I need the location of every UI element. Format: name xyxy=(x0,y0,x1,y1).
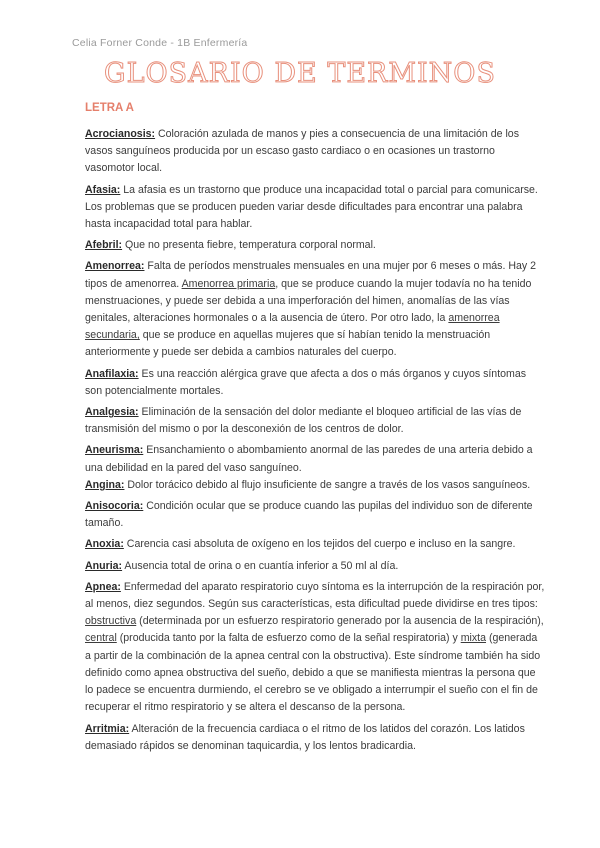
entry-apnea xyxy=(85,579,545,717)
entry-definition: Alteración de la frecuencia cardiaca o el ritmo de los latidos del corazón. Los latidos demasiado rápidos se denominan taquicardia, y los lentos bradicardia. xyxy=(85,722,525,752)
entry-afasia xyxy=(85,182,545,234)
entry-term: Anisocoria: xyxy=(85,500,144,513)
entry-angina xyxy=(85,477,545,494)
entry-definition: (determinada por un esfuerzo respiratorio generado por la ausencia de la respiración), xyxy=(136,615,544,628)
entry-term: Amenorrea: xyxy=(85,260,145,273)
entry-definition: Es una reacción alérgica grave que afecta a dos o más órganos y cuyos síntomas son potencialmente mortales. xyxy=(85,367,527,397)
entry-term: Analgesia: xyxy=(85,406,139,419)
entry-afebril xyxy=(85,237,545,254)
entry-definition: Ensanchamiento o abombamiento anormal de las paredes de una arteria debido a una debilidad en la pared del vaso sanguíneo. xyxy=(85,444,533,474)
entry-definition: La afasia es un trastorno que produce una incapacidad total o parcial para comunicarse. Los problemas que se producen pueden variar desde dificultades para encontrar una palabra hasta incapacidad total para hablar. xyxy=(85,183,538,231)
entry-anoxia xyxy=(85,536,545,553)
entry-definition: Que no presenta fiebre, temperatura corporal normal. xyxy=(122,239,376,252)
entry-term: Acrocianosis: xyxy=(85,128,156,140)
entry-definition: (producida tanto por la falta de esfuerzo como de la señal respiratoria) y xyxy=(116,632,461,645)
entry-acrocianosis xyxy=(85,126,545,178)
entry-subterm-central: central xyxy=(85,632,117,645)
entry-definition: , que se produce cuando la mujer todavía no ha tenido menstruaciones, y puede ser debida a una imperforación del himen, anomalías de las vías genitales, alteraciones hormonales o a la ausencia de útero. Por otro lado, la xyxy=(85,277,532,325)
page-title: GLOSARIO DE TERMINOS xyxy=(104,58,496,89)
entry-definition: Dolor torácico debido al flujo insuficiente de sangre a través de los vasos sanguíneos. xyxy=(124,478,531,491)
entry-anuria xyxy=(85,558,545,575)
entry-definition: que se produce en aquellas mujeres que sí habían tenido la menstruación anteriormente y puede ser debida a cambios naturales del cuerpo. xyxy=(85,329,491,359)
entry-definition: Eliminación de la sensación del dolor mediante el bloqueo artificial de las vías de transmisión del mismo o por la desconexión de los centros de dolor. xyxy=(85,406,522,436)
entry-definition: Ausencia total de orina o en cuantía inferior a 50 ml al día. xyxy=(122,559,399,572)
entry-term: Aneurisma: xyxy=(85,444,144,457)
entry-definition: Enfermedad del aparato respiratorio cuyo síntoma es la interrupción de la respiración por, al menos, diez segundos. Según sus características, esta dificultad puede dividirse en tres tipos: xyxy=(85,580,545,611)
entry-analgesia xyxy=(85,404,545,438)
entry-definition: (generada a partir de la combinación de la apnea central con la obstructiva). Este síndrome también ha sido definido como apnea obstructiva del sueño, debido a que se manifiesta mientras la persona que lo padece se encuentra durmiendo, el cerebro se ve obligado a interrumpir el sueño con el fin de recuperar el ritmo respiratorio y se altera el descanso de la persona. xyxy=(85,632,541,714)
entry-term: Angina: xyxy=(85,478,125,491)
entry-arritmia xyxy=(85,721,545,755)
entry-definition: Falta de períodos menstruales mensuales en una mujer por 6 meses o más. Hay 2 tipos de amenorrea. xyxy=(85,260,537,290)
entry-subterm-mixta: mixta xyxy=(460,632,487,645)
entry-term: Afasia: xyxy=(85,183,121,196)
entry-anisocoria xyxy=(85,498,545,532)
entry-term: Apnea: xyxy=(85,580,121,593)
entry-subterm-obstructiva: obstructiva xyxy=(85,615,137,628)
entry-subterm-secundaria: amenorrea secundaria, xyxy=(85,312,500,342)
entry-term: Arritmia: xyxy=(85,722,130,735)
page-header-author: Celia Forner Conde - 1B Enfermería xyxy=(72,37,248,49)
section-heading: LETRA A xyxy=(85,102,134,114)
glossary-entries xyxy=(85,126,545,759)
entry-term: Anafilaxia: xyxy=(85,367,139,380)
entry-anafilaxia xyxy=(85,366,545,400)
entry-aneurisma xyxy=(85,442,545,476)
entry-subterm-primaria: Amenorrea primaria xyxy=(181,277,276,290)
entry-definition: Carencia casi absoluta de oxígeno en los tejidos del cuerpo e incluso en la sangre. xyxy=(123,538,516,551)
entry-amenorrea xyxy=(85,258,545,361)
entry-term: Anoxia: xyxy=(85,538,124,551)
entry-term: Anuria: xyxy=(85,559,123,572)
entry-term: Afebril: xyxy=(85,239,123,252)
entry-definition: Coloración azulada de manos y pies a consecuencia de una limitación de los vasos sanguíneos producida por un escaso gasto cardiaco o en ocasiones un trastorno vasomotor local. xyxy=(85,128,520,175)
entry-definition: Condición ocular que se produce cuando las pupilas del individuo son de diferente tamaño. xyxy=(85,500,533,530)
